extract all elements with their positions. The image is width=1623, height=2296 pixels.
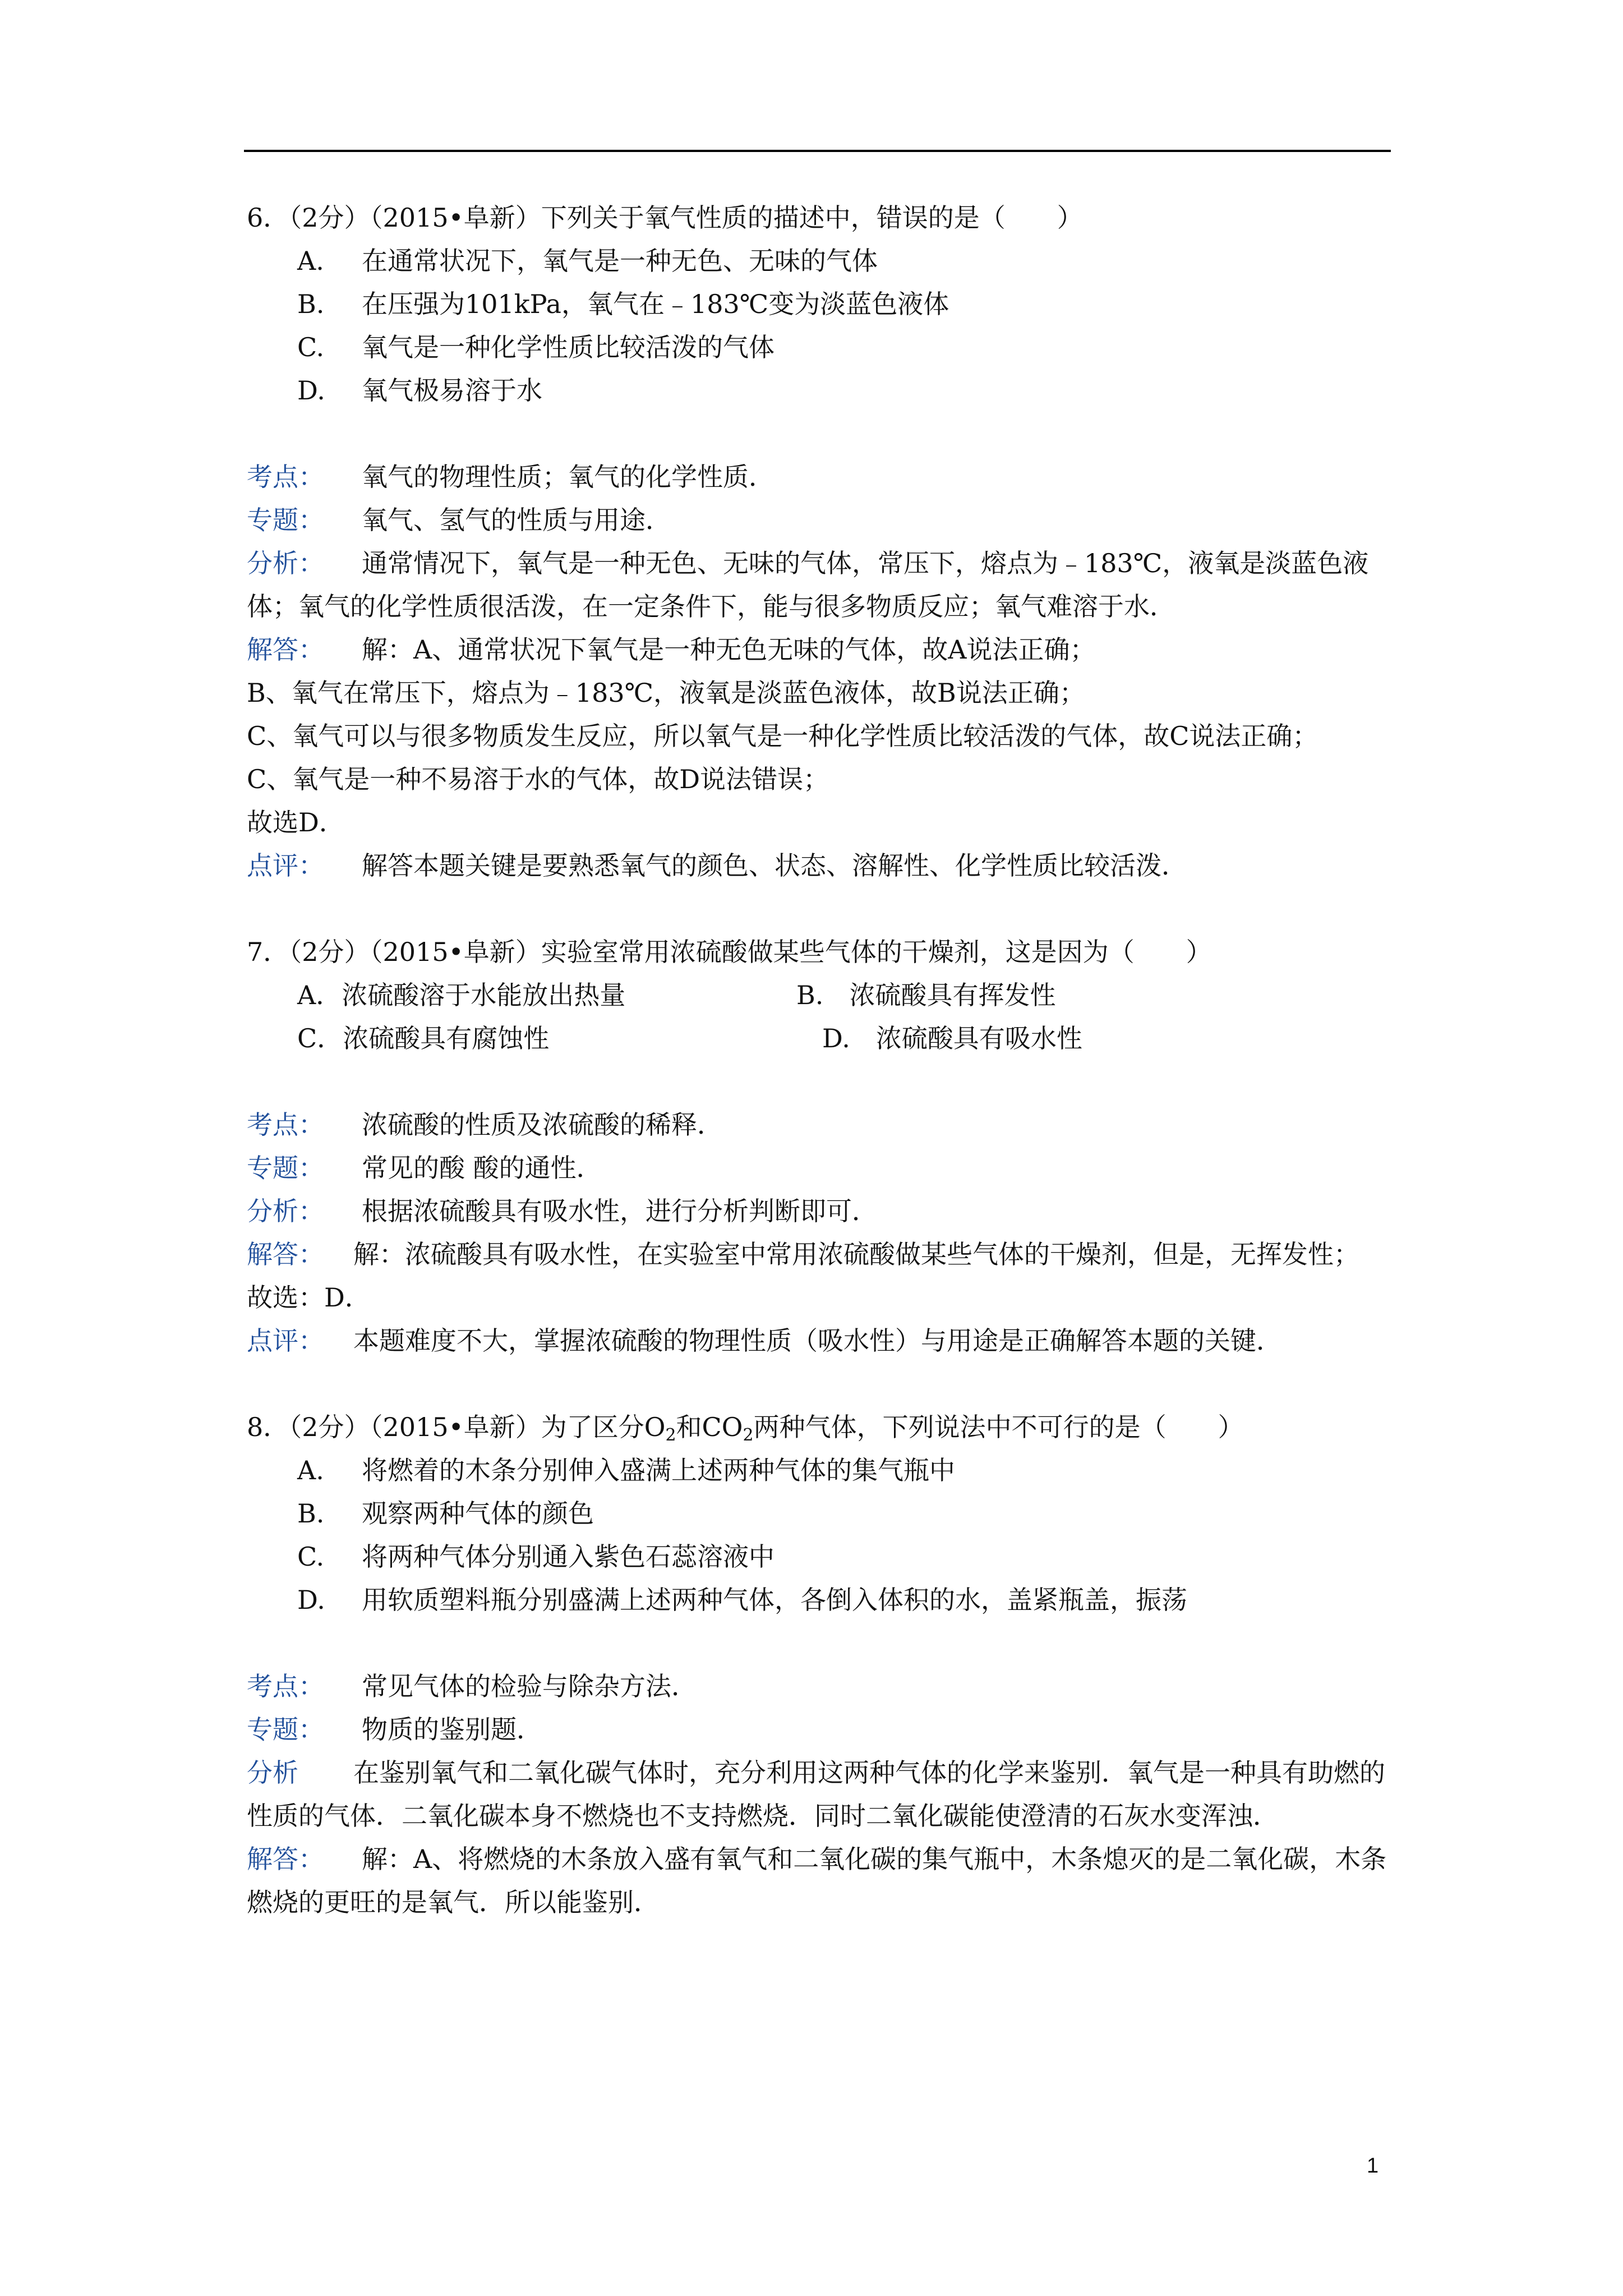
jieda-label: 解答：: [247, 1239, 324, 1269]
dianping-text: 本题难度不大，掌握浓硫酸的物理性质（吸水性）与用途是正确解答本题的关键．: [353, 1326, 1282, 1356]
zhuanti-text: 常见的酸 酸的通性．: [362, 1153, 602, 1183]
option-d: [796, 1017, 1357, 1060]
option-label: B.: [297, 1498, 325, 1529]
option-d: [247, 1579, 1391, 1622]
subscript: 2: [743, 1425, 754, 1445]
option-label: A.: [297, 1455, 324, 1485]
option-text: 浓硫酸具有挥发性: [849, 980, 1056, 1010]
option-text: 浓硫酸具有吸水性: [875, 1023, 1082, 1053]
option-text: 将燃着的木条分别伸入盛满上述两种气体的集气瓶中: [362, 1455, 955, 1485]
jieda-row: [247, 1233, 1391, 1276]
page-number: 1: [1367, 2154, 1379, 2178]
zhuanti-text: 物质的鉴别题．: [362, 1714, 542, 1745]
subscript: 2: [665, 1425, 676, 1445]
jieda-text: 解：A、通常状况下氧气是一种无色无味的气体，故A说法正确；: [362, 634, 1096, 665]
jieda-label: 解答：: [247, 1844, 324, 1874]
option-a: [247, 1449, 1391, 1492]
option-label: A．: [297, 980, 342, 1010]
option-text: 在通常状况下，氧气是一种无色、无味的气体: [362, 246, 878, 276]
jieda-text: 解：浓硫酸具有吸水性，在实验室中常用浓硫酸做某些气体的干燥剂，但是，无挥发性；: [353, 1239, 1359, 1269]
kaodian-label: 考点：: [247, 462, 324, 492]
option-d: [247, 369, 1391, 412]
dianping-label: 点评：: [247, 1326, 324, 1356]
option-label: B.: [297, 289, 325, 319]
dianping-text: 解答本题关键是要熟悉氧气的颜色、状态、溶解性、化学性质比较活泼．: [362, 850, 1187, 881]
zhuanti-label: 专题：: [247, 1714, 324, 1745]
option-label: D.: [297, 1585, 325, 1615]
question-6-stem: 6．（2分）（2015•阜新）下列关于氧气性质的描述中，错误的是（ ）: [247, 203, 1083, 233]
option-text: 用软质塑料瓶分别盛满上述两种气体，各倒入体积的水，盖紧瓶盖，振荡: [362, 1585, 1187, 1615]
kaodian-text: 常见气体的检验与除杂方法．: [362, 1671, 697, 1701]
fenxi-row: [247, 542, 1391, 628]
option-c: [247, 326, 1391, 369]
option-label: C.: [297, 332, 325, 362]
fenxi-text: 根据浓硫酸具有吸水性，进行分析判断即可．: [362, 1196, 878, 1226]
option-text: 将两种气体分别通入紫色石蕊溶液中: [362, 1542, 774, 1572]
zhuanti-label: 专题：: [247, 1153, 324, 1183]
zhuanti-text: 氧气、氢气的性质与用途．: [362, 505, 671, 535]
dianping-row: [247, 1319, 1391, 1363]
jieda-line: C、氧气可以与很多物质发生反应，所以氧气是一种化学性质比较活泼的气体，故C说法正确；: [247, 721, 1318, 751]
option-label: B.: [796, 980, 850, 1010]
jieda-label: 解答：: [247, 634, 324, 665]
jieda-row: [247, 1838, 1391, 1924]
kaodian-row: [247, 1665, 1391, 1708]
jieda-line: 故选D．: [247, 807, 345, 838]
jieda-line: B、氧气在常压下，熔点为﹣183℃，液氧是淡蓝色液体，故B说法正确；: [247, 678, 1085, 708]
fenxi-text: 在鉴别氧气和二氧化碳气体时，充分利用这两种气体的化学来鉴别．氧气是一种具有助燃的性质的气体．二氧化碳本身不燃烧也不支持燃烧．同时二氧化碳能使澄清的石灰水变浑浊．: [247, 1757, 1385, 1831]
zhuanti-label: 专题：: [247, 505, 324, 535]
option-text: 在压强为101kPa，氧气在﹣183℃变为淡蓝色液体: [362, 289, 949, 319]
option-a: [297, 974, 796, 1017]
option-text: 氧气是一种化学性质比较活泼的气体: [362, 332, 774, 362]
option-text: 氧气极易溶于水: [362, 375, 542, 406]
options-grid: [247, 974, 1391, 1060]
option-b: [247, 1492, 1391, 1535]
option-b: [796, 974, 1357, 1017]
fenxi-row: [247, 1751, 1391, 1838]
jieda-line: 故选：D．: [247, 1282, 371, 1313]
jieda-text: 解：A、将燃烧的木条放入盛有氧气和二氧化碳的集气瓶中，木条熄灭的是二氧化碳，木条燃烧的更旺的是氧气．所以能鉴别．: [247, 1844, 1387, 1917]
dianping-row: [247, 844, 1391, 887]
option-text: 浓硫酸具有腐蚀性: [343, 1023, 550, 1053]
kaodian-text: 氧气的物理性质；氧气的化学性质．: [362, 462, 774, 492]
fenxi-label: 分析: [247, 1757, 298, 1788]
option-label: A.: [297, 246, 324, 276]
option-b: [247, 283, 1391, 326]
kaodian-text: 浓硫酸的性质及浓硫酸的稀释．: [362, 1110, 723, 1140]
option-c: [247, 1535, 1391, 1579]
jieda-line: C、氧气是一种不易溶于水的气体，故D说法错误；: [247, 764, 829, 794]
option-text: 观察两种气体的颜色: [362, 1498, 594, 1529]
option-a: [247, 240, 1391, 283]
stem-part: 两种气体，下列说法中不可行的是（ ）: [753, 1412, 1244, 1442]
jieda-row: [247, 628, 1391, 671]
fenxi-label: 分析：: [247, 548, 324, 578]
zhuanti-row: [247, 1147, 1391, 1190]
option-text: 浓硫酸溶于水能放出热量: [342, 980, 626, 1010]
option-label: C.: [297, 1542, 325, 1572]
dianping-label: 点评：: [247, 850, 324, 881]
option-label: D.: [796, 1023, 876, 1053]
kaodian-label: 考点：: [247, 1110, 324, 1140]
question-8-stem: [247, 1406, 1391, 1449]
option-label: C．: [297, 1023, 343, 1053]
header-rule: [244, 150, 1391, 152]
kaodian-row: [247, 455, 1391, 499]
kaodian-label: 考点：: [247, 1671, 324, 1701]
fenxi-text: 通常情况下，氧气是一种无色、无味的气体，常压下，熔点为﹣183℃，液氧是淡蓝色液体；氧气的化学性质很活泼，在一定条件下，能与很多物质反应；氧气难溶于水．: [247, 548, 1369, 622]
stem-part: 和CO: [676, 1412, 743, 1442]
document-body: [247, 196, 1391, 1924]
fenxi-row: [247, 1190, 1391, 1233]
fenxi-label: 分析：: [247, 1196, 324, 1226]
option-c: [297, 1017, 796, 1060]
question-7-stem: 7．（2分）（2015•阜新）实验室常用浓硫酸做某些气体的干燥剂，这是因为（ ）: [247, 937, 1212, 967]
stem-part: 8．（2分）（2015•阜新）为了区分O: [247, 1412, 666, 1442]
zhuanti-row: [247, 499, 1391, 542]
option-label: D.: [297, 375, 325, 406]
kaodian-row: [247, 1103, 1391, 1147]
zhuanti-row: [247, 1708, 1391, 1751]
